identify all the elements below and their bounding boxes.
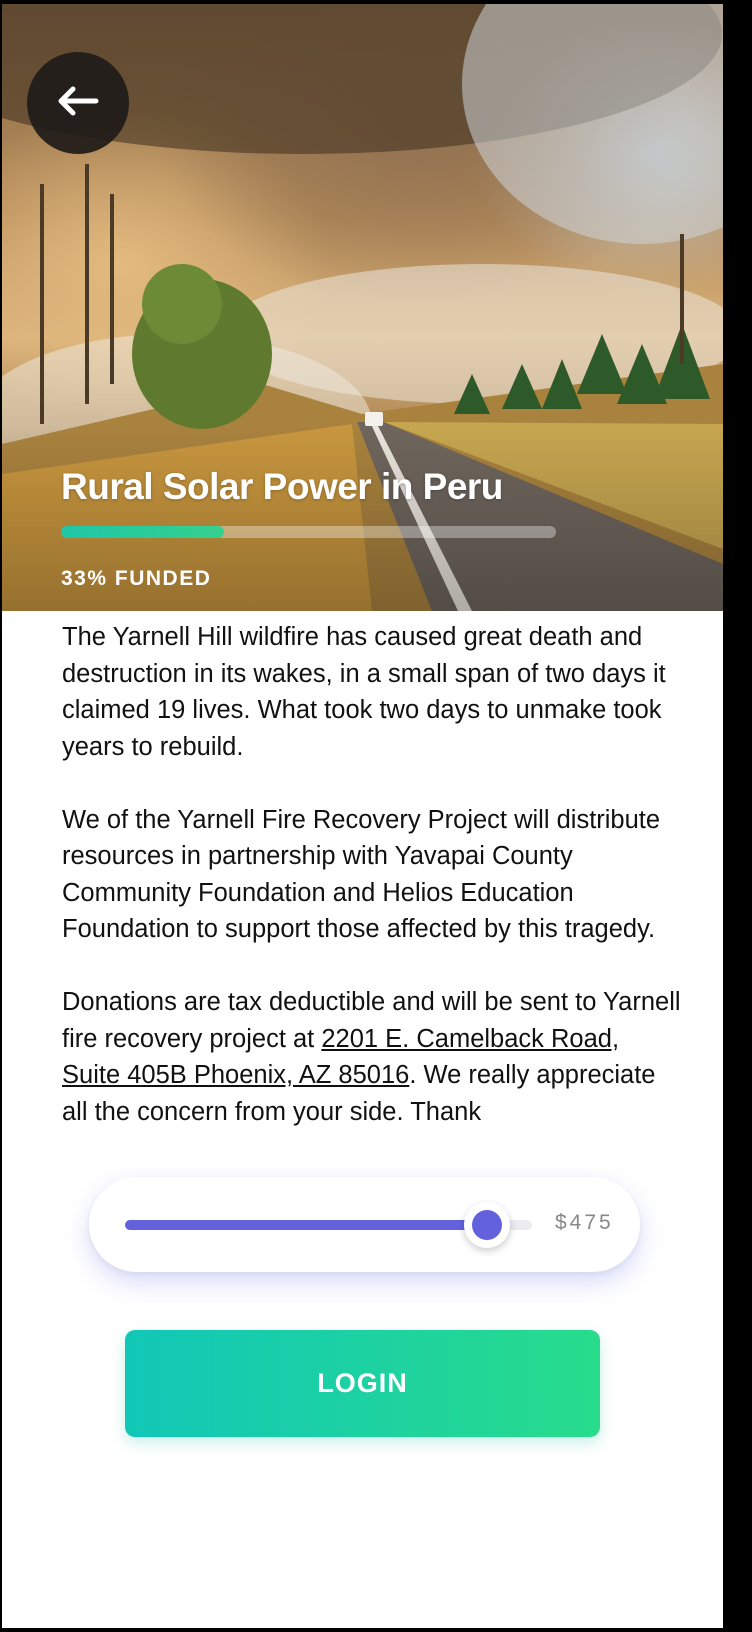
donation-slider-card (89, 1177, 640, 1272)
donation-amount: $475 (555, 1211, 614, 1234)
description-paragraph (62, 984, 682, 1130)
description-paragraph: We of the Yarnell Fire Recovery Project will distribute resources in partnership with Yavapai County Community Foundation and Helios Education Foundation to support those affected by this tragedy. (62, 805, 661, 943)
funding-progress-fill (61, 526, 224, 538)
description-text: . We really appreciate all the concern from your side. Thank (62, 1061, 656, 1126)
description-text: Donations are tax deductible and will be sent to Yarnell fire recovery project at (62, 988, 681, 1053)
project-title: Rural Solar Power in Peru (61, 466, 503, 507)
project-description (62, 619, 682, 1167)
arrow-left-icon (56, 86, 100, 120)
address-link[interactable]: 2201 E. Camelback Road, Suite 405B Phoenix, AZ 85016 (62, 1024, 620, 1089)
funding-progress-bar (61, 526, 556, 538)
hero-image (2, 4, 723, 611)
description-paragraph: The Yarnell Hill wildfire has caused great death and destruction in its wakes, in a small span of two days it claimed 19 lives. What took two days to unmake took years to rebuild. (62, 623, 666, 761)
donation-slider-fill (125, 1220, 487, 1230)
funded-label: 33% FUNDED (61, 567, 212, 590)
slider-thumb-dot (472, 1210, 502, 1240)
app-screen (2, 4, 723, 1628)
login-button[interactable]: LOGIN (125, 1330, 600, 1437)
donation-slider-thumb[interactable] (464, 1202, 510, 1248)
back-button[interactable] (27, 52, 129, 154)
